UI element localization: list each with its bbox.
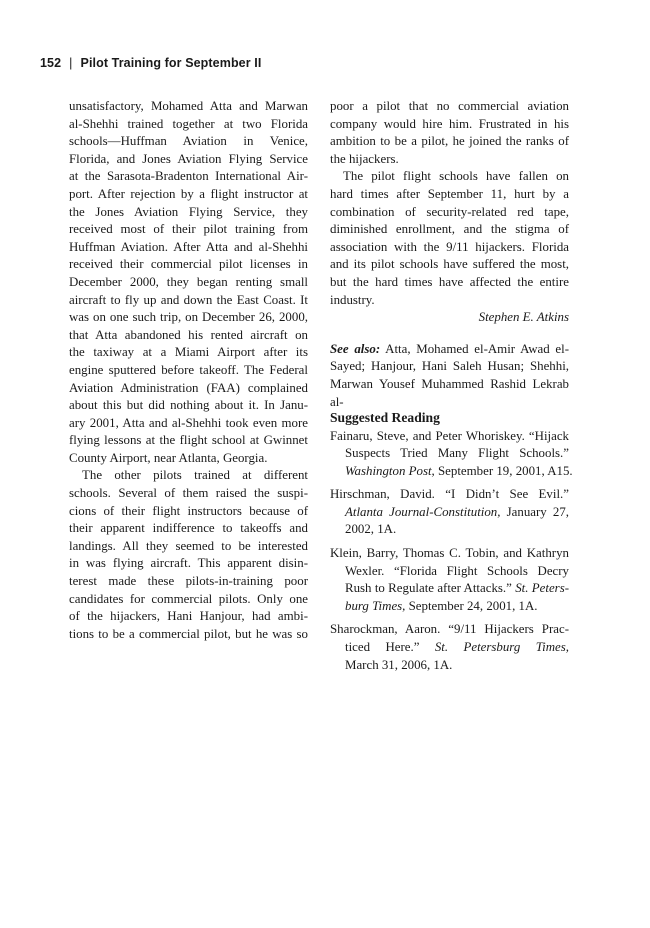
reference-line <box>330 580 569 598</box>
right-column <box>330 98 573 680</box>
text-line: schools—Huffman Aviation in Venice, <box>69 134 308 149</box>
publication-title: burg Times, <box>345 598 406 613</box>
text-line: tions to be a commercial pilot, but he was so <box>69 626 308 641</box>
text-line: at the Sarasota-Bradenton International Air- <box>69 169 308 184</box>
text-line: Huffman Aviation. After Atta and al-Shehhi <box>69 239 308 254</box>
reference-text: ticed Here.” <box>345 640 435 655</box>
reference-line: Fainaru, Steve, and Peter Whoriskey. “Hijack <box>330 428 569 443</box>
see-also-text: Marwan Yousef Muhammed Rashid Lekrab al- <box>330 376 569 409</box>
text-line: the Jones Aviation Flying Service, they <box>69 204 308 219</box>
text-line: terest made these pilots-in-training poor <box>69 574 308 589</box>
text-line: port. After rejection by a flight instructor at <box>69 186 308 201</box>
see-also-text: Atta, Mohamed el-Amir Awad el- <box>385 341 569 356</box>
reference-line: March 31, 2006, 1A. <box>345 657 453 672</box>
text-line: poor a pilot that no commercial aviation <box>330 99 569 113</box>
page-number: 152 <box>40 56 62 70</box>
running-head <box>40 56 261 70</box>
text-line: Florida, and Jones Aviation Flying Service <box>69 151 308 166</box>
text-line: but the hard times have affected the entire <box>330 274 569 289</box>
text-line: hard times after September 11, hurt by a <box>330 186 569 201</box>
reference-text: Rush to Regulate after Attacks.” <box>345 581 516 596</box>
text-line: Aviation Administration (FAA) complained <box>69 380 308 395</box>
text-line: the taxiway at a Miami Airport after its <box>69 345 308 360</box>
text-line: aircraft to fly up and down the East Coast. It <box>69 292 308 307</box>
text-line: unsatisfactory, Mohamed Atta and Marwan <box>69 99 308 113</box>
text-line: cions of their flight instructors because of <box>69 503 308 518</box>
reference-item <box>330 486 569 539</box>
reference-line: Sharockman, Aaron. “9/11 Hijackers Prac- <box>330 622 569 637</box>
text-line: company would hire him. Frustrated in his <box>330 116 569 131</box>
text-line: and its pilot schools have suffered the most, <box>330 257 569 272</box>
reference-item <box>330 621 569 674</box>
text-line: ambition to be a pilot, he joined the ranks of <box>330 134 569 149</box>
text-line: landings. All they seemed to be interested <box>69 538 308 553</box>
see-also-label: See also: <box>330 341 381 356</box>
reference-line: Suspects Tried Many Flight Schools.” <box>345 446 569 461</box>
left-column <box>69 98 308 643</box>
reference-line: Hirschman, David. “I Didn’t See Evil.” <box>330 487 569 502</box>
reference-line <box>330 463 573 481</box>
reference-text: January 27, <box>500 504 569 519</box>
text-line: The other pilots trained at different <box>82 468 308 483</box>
reference-item <box>330 428 573 481</box>
text-line: ary 2001, Atta and al-Shehhi took even more <box>69 415 308 430</box>
header-separator: | <box>69 56 73 70</box>
left-paragraph-1 <box>69 98 308 467</box>
text-line: received most of their pilot training from <box>69 222 308 237</box>
author-signature: Stephen E. Atkins <box>478 310 569 325</box>
text-line: that Atta abandoned his rented aircraft on <box>69 327 308 342</box>
publication-title: Washington Post, <box>345 463 435 478</box>
publication-title: St. Petersburg Times, <box>434 640 569 655</box>
reference-line <box>330 598 569 616</box>
reference-line <box>330 504 569 522</box>
reference-line: Klein, Barry, Thomas C. Tobin, and Kathryn <box>330 546 569 561</box>
text-line: December 2000, they began renting small <box>69 274 308 289</box>
text-line: their apparent indifference to takeoffs and <box>69 521 308 536</box>
text-line: of the hijackers, Hani Hanjour, had ambi- <box>69 609 308 624</box>
text-line: industry. <box>330 292 375 307</box>
text-line: schools. Several of them raised the suspi- <box>69 486 308 501</box>
left-paragraph-2 <box>69 467 308 643</box>
right-paragraph-2 <box>330 168 569 309</box>
reference-item <box>330 545 569 615</box>
publication-title: St. Peters- <box>515 581 570 596</box>
reference-text: September 24, 2001, 1A. <box>405 598 538 613</box>
text-line: association with the 9/11 hijackers. Florida <box>330 239 569 254</box>
right-paragraph-1 <box>330 98 569 168</box>
text-line: County Airport, near Atlanta, Georgia. <box>69 450 268 465</box>
running-title: Pilot Training for September II <box>80 56 262 70</box>
reference-text: September 19, 2001, A15. <box>434 463 573 478</box>
text-line: about this but did nothing about it. In Janu- <box>69 398 308 413</box>
text-line: flying lessons at the flight school at Gwinnet <box>69 433 308 448</box>
text-line: al-Shehhi trained together at two Florida <box>69 116 308 131</box>
see-also-text: Sayed; Hanjour, Hani Saleh Husan; Shehhi, <box>330 359 569 374</box>
text-line: was on one such trip, on December 26, 2000, <box>69 310 308 325</box>
reference-line <box>330 639 569 657</box>
text-line: the hijackers. <box>330 151 399 166</box>
see-also <box>330 341 569 409</box>
text-line: in was flying aircraft. This apparent disin- <box>69 556 308 571</box>
reference-line: 2002, 1A. <box>345 522 397 537</box>
publication-title: Atlanta Journal-Constitution, <box>345 504 501 519</box>
text-line: candidates for commercial pilots. Only one <box>69 591 308 606</box>
spacer <box>330 394 569 408</box>
text-line: combination of security-related red tape, <box>330 204 569 219</box>
text-line: engine sputtered before takeoff. The Federal <box>69 362 308 377</box>
reference-line: Wexler. “Florida Flight Schools Decry <box>345 563 569 578</box>
text-line: The pilot flight schools have fallen on <box>343 169 569 184</box>
text-line: diminished enrollment, and the stigma of <box>330 222 569 237</box>
spacer <box>330 327 569 341</box>
suggested-reading-heading: Suggested Reading <box>330 409 440 425</box>
text-line: received their commercial pilot licenses in <box>69 257 308 272</box>
